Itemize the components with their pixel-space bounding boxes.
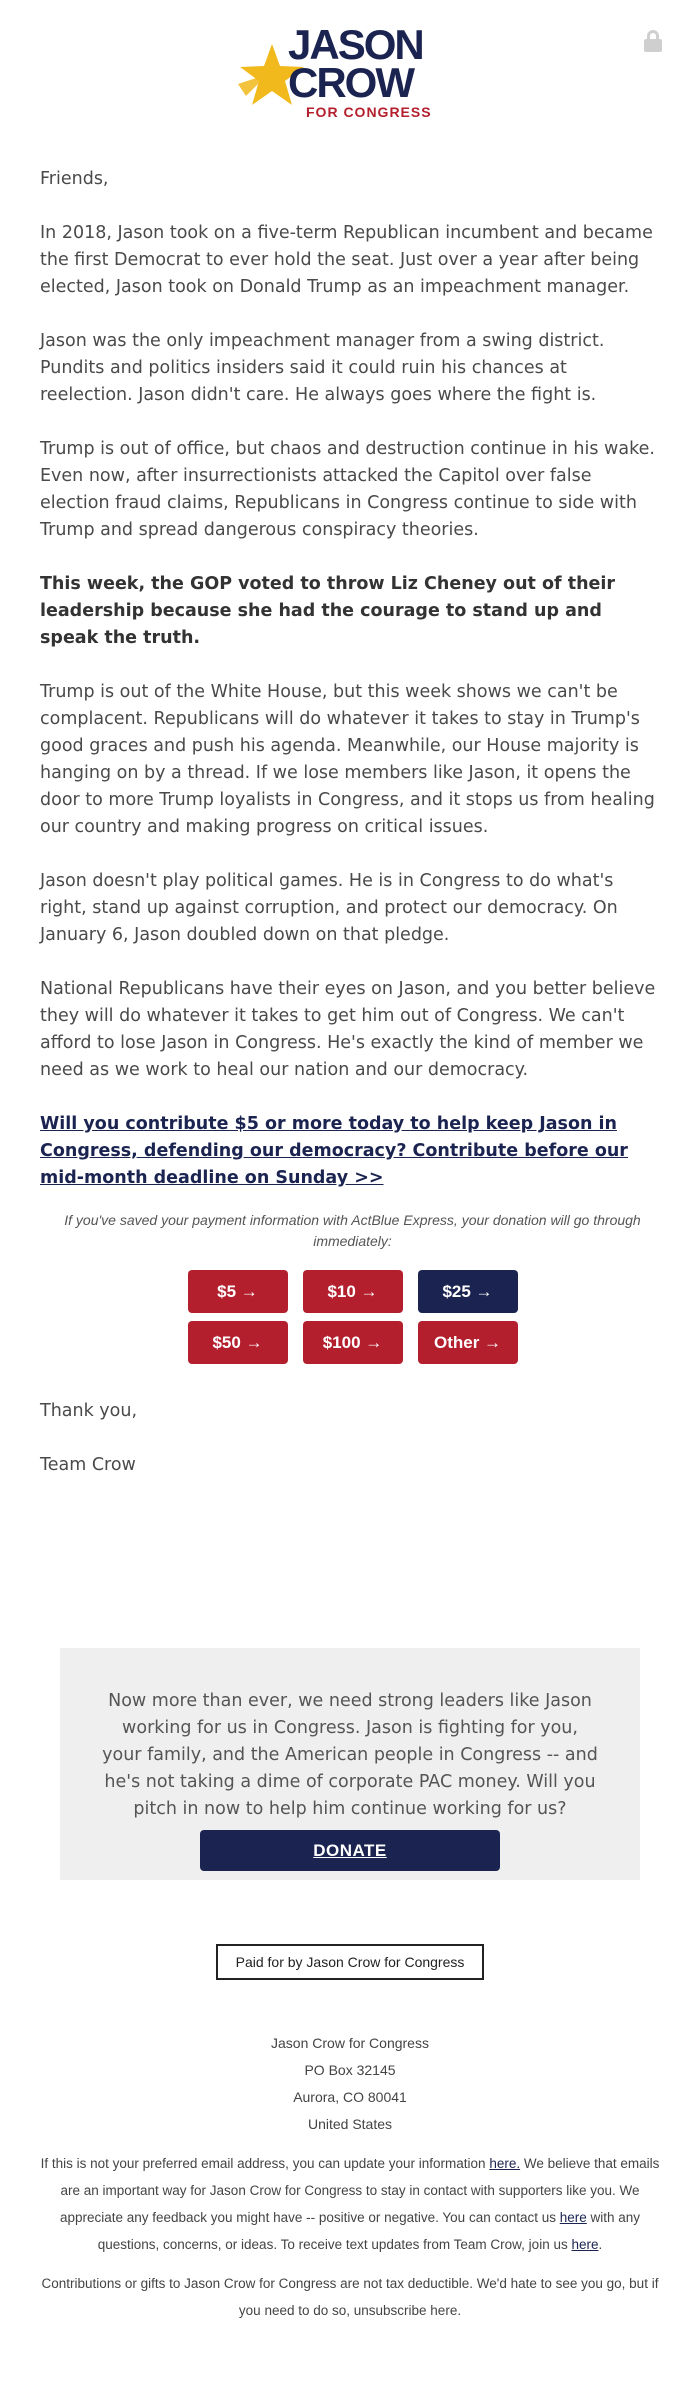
paragraph-3: Trump is out of office, but chaos and destruction continue in his wake. Even now, after insurrectionists attacked the Capitol over false election fraud claims, Republicans in Congress continue to side with Trump and spread dangerous conspiracy theories. [40,439,655,540]
donate-10-button[interactable]: $10 → [303,1270,403,1313]
unsubscribe-text: Contributions or gifts to Jason Crow for Congress are not tax deductible. We'd hate to see you go, but if you need to do so, unsubscribe here. [41,2276,659,2318]
appeal-text: Now more than ever, we need strong leaders like Jason working for us in Congress. Jason is fighting for you, your family, and the American people in Congress -- and he's not taking a dime of corporate PAC money. Will you pitch in now to help him continue working for us? [102,1691,598,1819]
paragraph-5: Trump is out of the White House, but this week shows we can't be complacent. Republicans will do whatever it takes to stay in Trump's good graces and push his agenda. Meanwhile, our House majority is hanging on by a thread. If we lose members like Jason, it opens the door to more Trump loyalists in Congress, and it stops us from healing our country and making progress on critical issues. [40,682,655,837]
donate-25-button[interactable]: $25 → [418,1270,518,1313]
actblue-express-note: If you've saved your payment information with ActBlue Express, your donation will go through immediately: [64,1212,641,1249]
lock-icon [644,30,662,52]
paragraph-4-bold: This week, the GOP voted to throw Liz Cheney out of their leadership because she had the courage to stand up and speak the truth. [40,574,616,648]
greeting: Friends, [40,169,109,189]
logo-for-congress: FOR CONGRESS [306,104,432,120]
signature: Team Crow [40,1455,136,1475]
donate-50-button[interactable]: $50 → [188,1321,288,1364]
address-line: Jason Crow for Congress [271,2035,429,2051]
donation-buttons [188,1270,518,1364]
donate-other-button[interactable]: Other → [418,1321,518,1364]
fine-text: with any questions, concerns, or ideas. To receive text updates from Team Crow, join us [97,2210,641,2252]
contribute-link[interactable]: Will you contribute $5 or more today to help keep Jason in Congress, defending our democracy? Contribute before our mid-month deadline on Sunday >> [40,1114,628,1188]
donate-100-button[interactable]: $100 → [303,1321,403,1364]
donate-5-button[interactable]: $5 → [188,1270,288,1313]
address-line: Aurora, CO 80041 [293,2089,407,2105]
donate-button[interactable]: DONATE [200,1830,500,1871]
paragraph-2: Jason was the only impeachment manager from a swing district. Pundits and politics insiders said it could ruin his chances at reelection. Jason didn't care. He always goes where the fight is. [40,331,605,405]
address-line: PO Box 32145 [304,2062,396,2078]
update-info-link[interactable]: here. [489,2156,521,2171]
mailing-address [0,2030,700,2138]
contact-us-link[interactable]: here [559,2210,587,2225]
fine-text: If this is not your preferred email address, you can update your information [40,2156,490,2171]
appeal-box [60,1648,640,1880]
paragraph-1: In 2018, Jason took on a five-term Republican incumbent and became the first Democrat to ever hold the seat. Just over a year after being elected, Jason took on Donald Trump as an impeachment manager. [40,223,653,297]
email-header [0,0,700,140]
logo-jason: JASON [288,21,423,68]
fine-text: . [598,2237,603,2252]
paid-for-disclaimer: Paid for by Jason Crow for Congress [216,1944,484,1980]
logo-crow: CROW [288,59,413,106]
paragraph-7: National Republicans have their eyes on Jason, and you better believe they will do whatever it takes to get him out of Congress. We can't afford to lose Jason in Congress. He's exactly the kind of member we need as we work to heal our nation and our democracy. [40,979,656,1080]
signoff: Thank you, [40,1401,138,1421]
email-preferences-text [40,2150,660,2258]
fine-text: We believe that emails are an important way for Jason Crow for Congress to stay in contact with supporters like you. We appreciate any feedback you might have -- positive or negative. You can contact us [59,2156,660,2225]
email-body [40,166,665,1506]
paragraph-6: Jason doesn't play political games. He is in Congress to do what's right, stand up against corruption, and protect our democracy. On January 6, Jason doubled down on that pledge. [40,871,618,945]
campaign-logo [238,21,458,124]
text-updates-link[interactable]: here [571,2237,599,2252]
address-line: United States [307,2116,393,2132]
